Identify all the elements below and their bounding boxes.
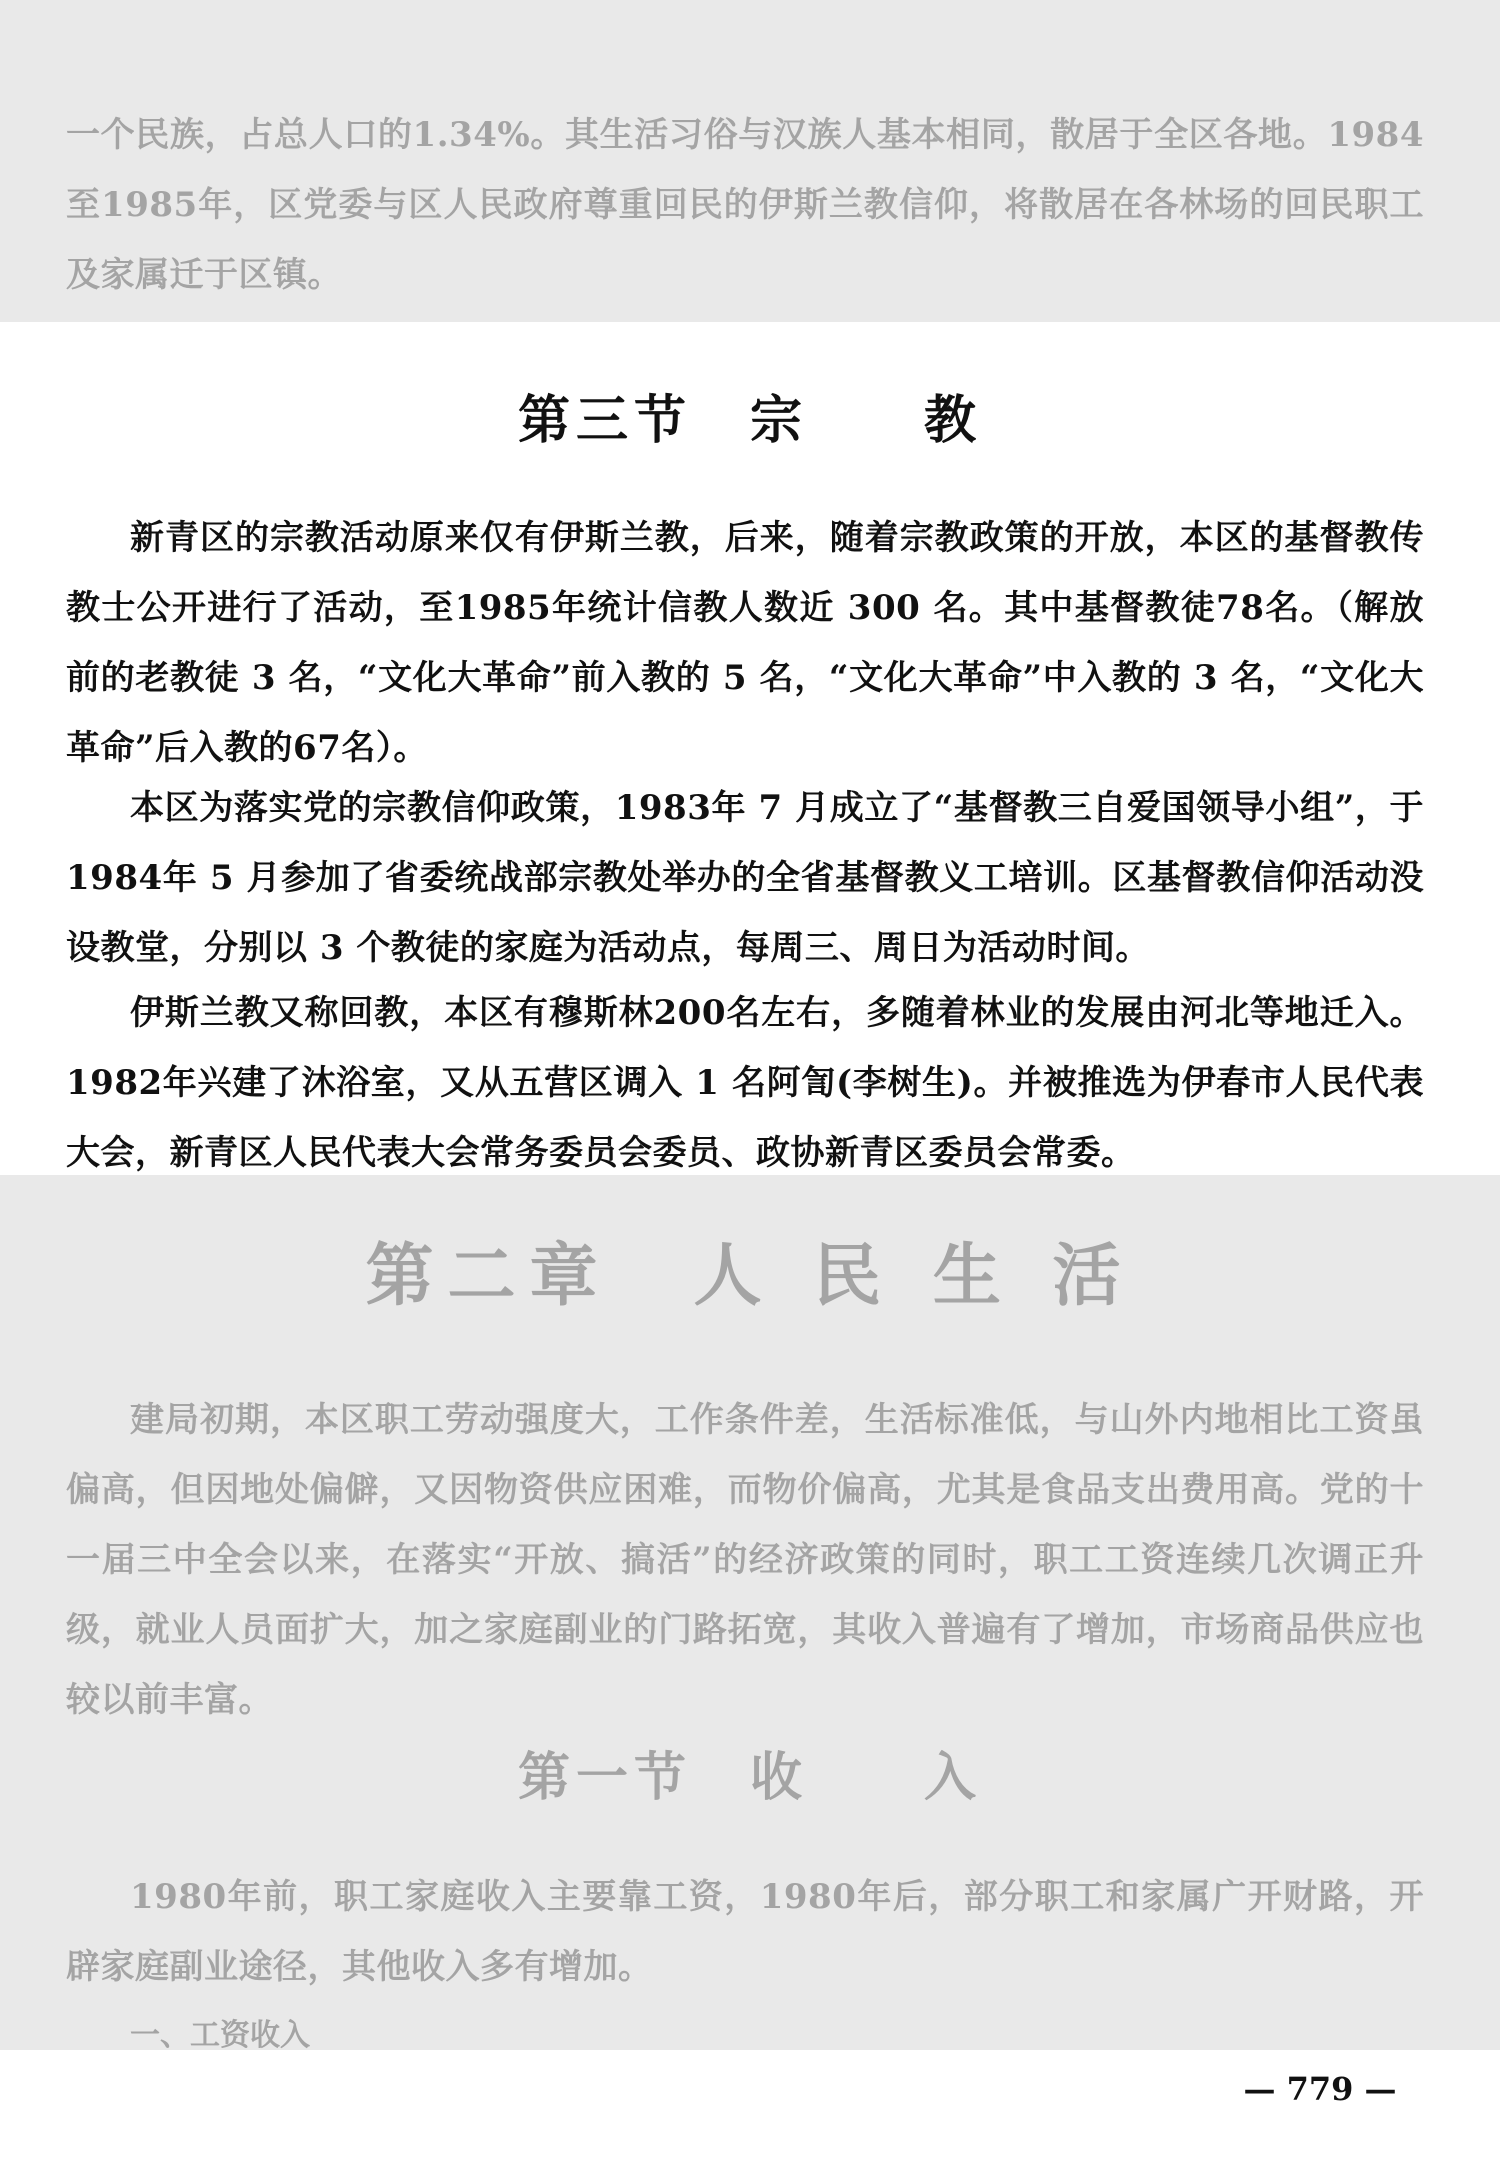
top-paragraph: 一个民族，占总人口的1.34%。其生活习俗与汉族人基本相同，散居于全区各地。1984至1985年，区党委与区人民政府尊重回民的伊斯兰教信仰，将散居在各林场的回民职工及家属迁于区镇。: [66, 115, 1424, 295]
income-paragraph: 1980年前，职工家庭收入主要靠工资，1980年后，部分职工和家属广开财路，开辟家庭副业途径，其他收入多有增加。: [66, 1877, 1424, 1987]
page-number: — 779 —: [1243, 2070, 1397, 2108]
religion-paragraph-2: 本区为落实党的宗教信仰政策，1983年 7 月成立了“基督教三自爱国领导小组”，于1984年 5 月参加了省委统战部宗教处举办的全省基督教义工培训。区基督教信仰活动没设教堂，分别以 3 个教徒的家庭为活动点，每周三、周日为活动时间。: [66, 788, 1424, 968]
religion-paragraph-1: 新青区的宗教活动原来仅有伊斯兰教，后来，随着宗教政策的开放，本区的基督教传教士公开进行了活动，至1985年统计信教人数近 300 名。其中基督教徒78名。（解放前的老教徒 3 名，“文化大革命”前入教的 5 名，“文化大革命”中入教的 3 名，“文化大革命”后入教的67名）。: [66, 518, 1424, 768]
section-title-income: 第一节 收 入: [517, 1747, 982, 1808]
chapter-intro-paragraph: 建局初期，本区职工劳动强度大，工作条件差，生活标准低，与山外内地相比工资虽偏高，但因地处偏僻，又因物资供应困难，而物价偏高，尤其是食品支出费用高。党的十一届三中全会以来，在落实“开放、搞活”的经济政策的同时，职工工资连续几次调正升级，就业人员面扩大，加之家庭副业的门路拓宽，其收入普遍有了增加，市场商品供应也较以前丰富。: [66, 1400, 1424, 1720]
subheading-wage-income: 一、工资收入: [130, 2018, 310, 2053]
section-title-religion: 第三节 宗 教: [517, 390, 982, 451]
chapter-title-people-life: 第二章 人 民 生 活: [365, 1236, 1135, 1316]
religion-paragraph-3: 伊斯兰教又称回教，本区有穆斯林200名左右，多随着林业的发展由河北等地迁入。1982年兴建了沐浴室，又从五营区调入 1 名阿訇(李树生)。并被推选为伊春市人民代表大会，新青区人民代表大会常务委员会委员、政协新青区委员会常委。: [66, 993, 1424, 1173]
